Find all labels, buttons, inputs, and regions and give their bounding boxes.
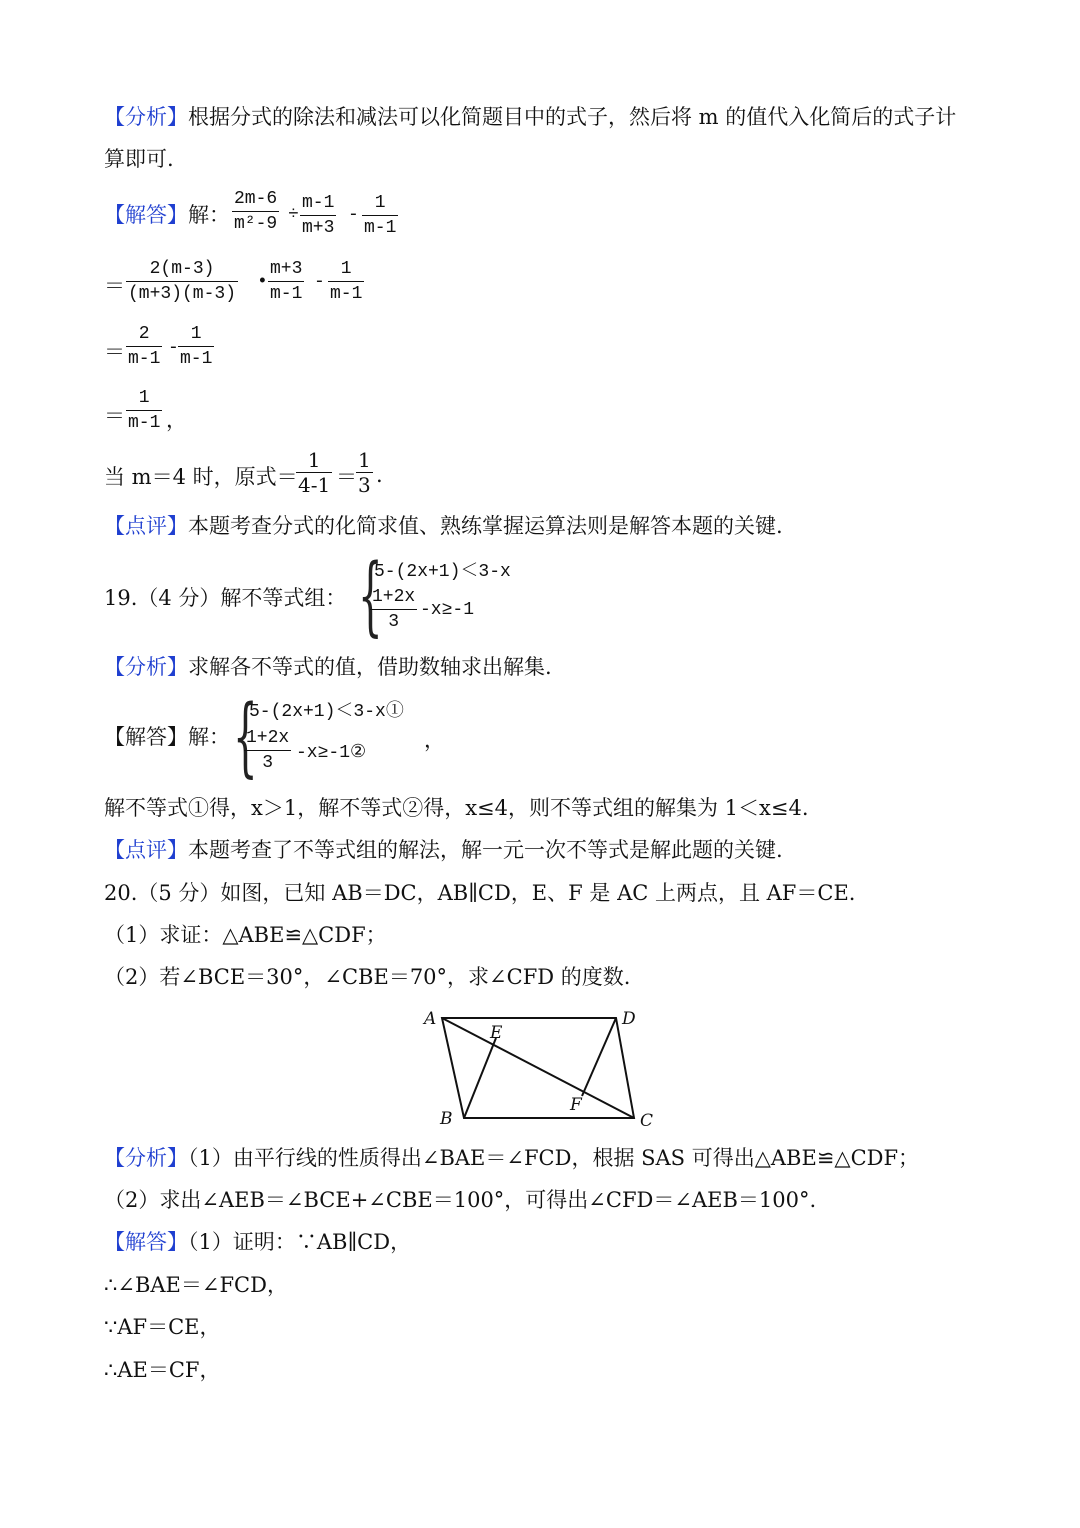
- label-e: E: [490, 1023, 503, 1043]
- review-tag: 【点评】: [104, 514, 188, 538]
- fraction: $\frac{1}{m-1}$: [128, 388, 161, 433]
- analysis-tag: 【分析】: [104, 1146, 188, 1170]
- q20-part2: （2）若∠BCE＝30°，∠CBE＝70°，求∠CFD 的度数.: [104, 965, 631, 989]
- label-a: A: [424, 1009, 437, 1029]
- label-d: D: [622, 1009, 636, 1029]
- fraction: $\frac{2(m-3)}{(m+3)(m-3)}$: [128, 259, 237, 304]
- operator: -: [168, 338, 179, 358]
- comma: ，: [424, 728, 445, 752]
- equals: ＝: [104, 274, 125, 298]
- fraction: $\frac{1}{m-1}$: [180, 324, 213, 369]
- analysis-tag: 【分析】: [104, 655, 188, 679]
- solution-tag: 【解答】: [104, 1230, 188, 1254]
- label-b: B: [440, 1109, 453, 1129]
- operator: ÷: [288, 205, 299, 225]
- fraction: $\frac{1}{3}$: [358, 448, 371, 497]
- segment-be: [464, 1038, 496, 1118]
- fraction: $\frac{m-1}{m+3}$: [302, 193, 335, 238]
- q19-solution-text: 解不等式①得，x＞1，解不等式②得，x≤4，则不等式组的解集为 1＜x≤4.: [104, 796, 809, 820]
- q19-review: 【点评】本题考查了不等式组的解法，解一元一次不等式是解此题的关键.: [104, 838, 783, 862]
- q20-analysis1: 【分析】（1）由平行线的性质得出∠BAE＝∠FCD，根据 SAS 可得出△ABE≌△CDF；: [104, 1146, 920, 1170]
- q20-solution2: ∴∠BAE＝∠FCD，: [104, 1273, 288, 1297]
- q18-solution-label: 【解答】解：: [104, 203, 230, 227]
- equals: ＝: [104, 340, 125, 364]
- substitution-text: 当 m＝4 时，原式＝: [104, 465, 298, 489]
- system-brace: {: [358, 546, 383, 646]
- geometry-figure: [420, 1004, 660, 1134]
- period: .: [376, 463, 383, 487]
- q19-analysis: 【分析】求解各不等式的值，借助数轴求出解集.: [104, 655, 552, 679]
- q20-solution3: ∵AF＝CE，: [104, 1315, 221, 1339]
- q18-analysis-line1: 【分析】根据分式的除法和减法可以化简题目中的式子，然后将 m 的值代入化简后的式子计: [104, 105, 957, 129]
- q20-solution1: 【解答】（1）证明：∵AB∥CD，: [104, 1230, 412, 1254]
- operator: •: [257, 272, 268, 292]
- comma: ，: [166, 408, 187, 432]
- q19-solution-label: 【解答】解：: [104, 725, 230, 749]
- analysis-tag: 【分析】: [104, 105, 188, 129]
- q18-review: 【点评】本题考查分式的化简求值、熟练掌握运算法则是解答本题的关键.: [104, 514, 783, 538]
- label-c: C: [640, 1111, 654, 1131]
- fraction: $\frac{1}{4-1}$: [298, 448, 331, 497]
- q20-solution4: ∴AE＝CF，: [104, 1358, 221, 1382]
- equals: ＝: [336, 465, 357, 489]
- inequality-1: 5-(2x+1)＜3-x: [374, 562, 511, 582]
- inequality-2-tail: -x≥-1②: [296, 743, 367, 763]
- fraction: $\frac{1}{m-1}$: [330, 259, 363, 304]
- label-f: F: [570, 1095, 582, 1115]
- q20-analysis2: （2）求出∠AEB＝∠BCE+∠CBE＝100°，可得出∠CFD＝∠AEB＝100°.: [104, 1188, 817, 1212]
- equals: ＝: [104, 404, 125, 428]
- q18-analysis-line2: 算即可.: [104, 147, 174, 171]
- solution-tag: 【解答】: [104, 725, 188, 749]
- q20-part1: （1）求证：△ABE≌△CDF；: [104, 923, 387, 947]
- review-tag: 【点评】: [104, 838, 188, 862]
- fraction: $\frac{2}{m-1}$: [128, 324, 161, 369]
- operator: -: [314, 272, 325, 292]
- fraction: $\frac{1+2x}{3}$: [372, 587, 416, 632]
- system-brace: {: [233, 687, 258, 787]
- solution-tag: 【解答】: [104, 203, 188, 227]
- fraction: $\frac{1+2x}{3}$: [246, 728, 290, 773]
- segment-df: [582, 1018, 616, 1096]
- fraction: $\frac{1}{m-1}$: [364, 193, 397, 238]
- operator: -: [348, 205, 359, 225]
- inequality-1: 5-(2x+1)＜3-x①: [249, 702, 404, 722]
- fraction: $\frac{m+3}{m-1}$: [270, 259, 303, 304]
- fraction: $\frac{2m-6}{\text{m²-9}}$: [234, 189, 278, 234]
- q19-title: 19.（4 分）解不等式组：: [104, 586, 347, 610]
- inequality-2-tail: -x≥-1: [420, 600, 475, 620]
- q20-title: 20.（5 分）如图，已知 AB＝DC，AB∥CD，E、F 是 AC 上两点，且 AF＝CE.: [104, 881, 856, 905]
